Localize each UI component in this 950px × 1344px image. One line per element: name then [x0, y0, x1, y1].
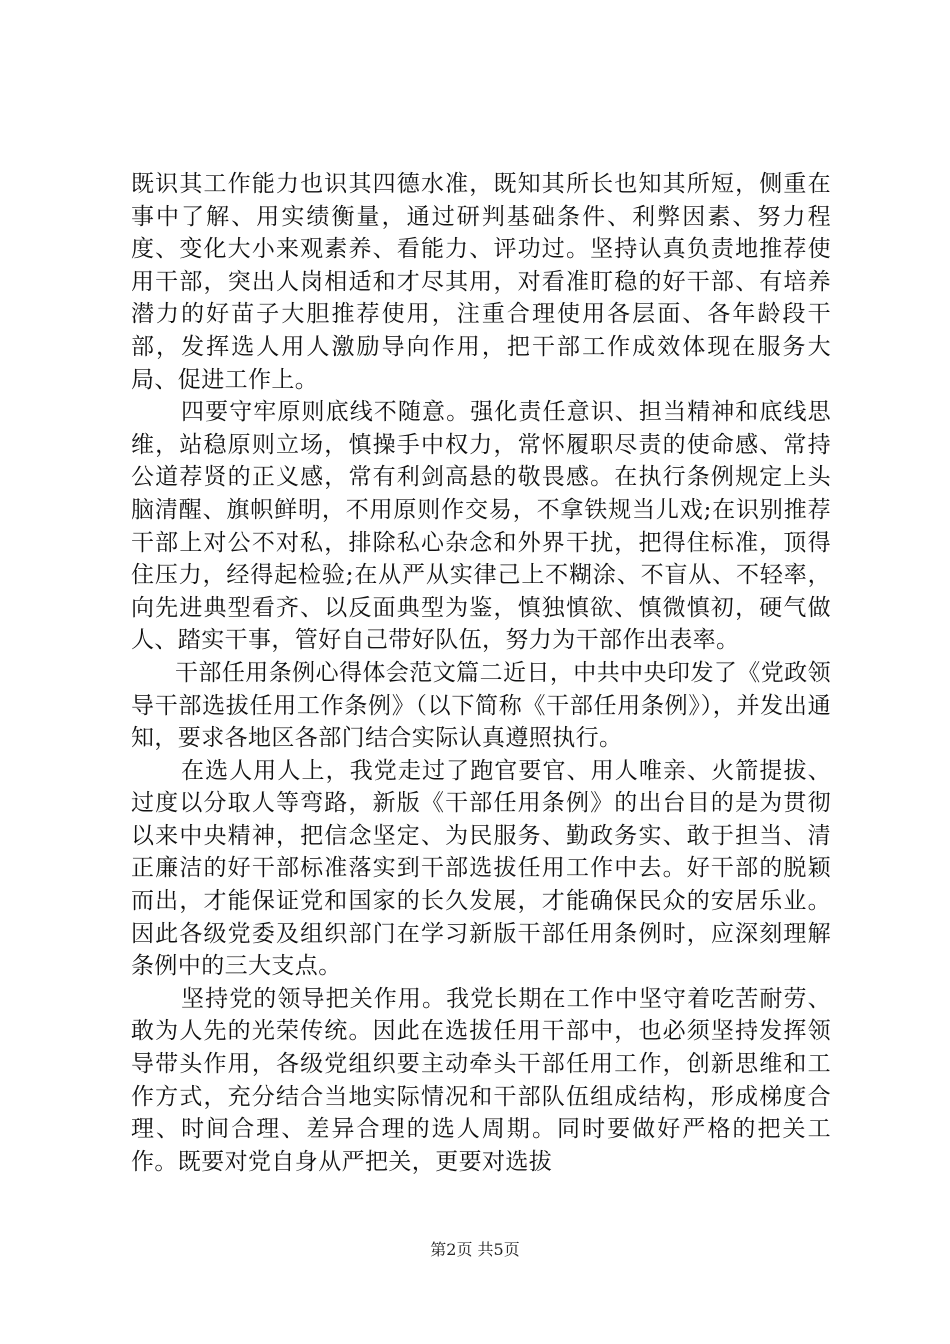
paragraph-article-two-intro: 干部任用条例心得体会范文篇二近日，中共中央印发了《党政领导干部选拔任用工作条例》（以下简称《干部任用条例》），并发出通知，要求各地区各部门结合实际认真遵照执行。 — [131, 659, 831, 752]
paragraph-party-leadership: 坚持党的领导把关作用。我党长期在工作中坚守着吃苦耐劳、敢为人先的光荣传统。因此在选拔任用干部中，也必须坚持发挥领导带头作用，各级党组织要主动牵头干部任用工作，创新思维和工作方式，充分结合当地实际情况和干部队伍组成结构，形成梯度合理、时间合理、差异合理的选人周期。同时要做好严格的把关工作。既要对党自身从严把关，更要对选拔 — [131, 985, 831, 1175]
paragraph-selection-history: 在选人用人上，我党走过了跑官要官、用人唯亲、火箭提拔、过度以分取人等弯路，新版《干部任用条例》的出台目的是为贯彻以来中央精神，把信念坚定、为民服务、勤政务实、敢于担当、清正廉洁的好干部标准落实到干部选拔任用工作中去。好干部的脱颖而出，才能保证党和国家的长久发展，才能确保民众的安居乐业。因此各级党委及组织部门在学习新版干部任用条例时，应深刻理解条例中的三大支点。 — [131, 757, 831, 980]
paragraph-principle-bottom-line: 四要守牢原则底线不随意。强化责任意识、担当精神和底线思维，站稳原则立场，慎操手中权力，常怀履职尽责的使命感、常持公道荐贤的正义感，常有利剑高悬的敬畏感。在执行条例规定上头脑清醒、旗帜鲜明，不用原则作交易，不拿铁规当儿戏;在识别推荐干部上对公不对私，排除私心杂念和外界干扰，把得住标准，顶得住压力，经得起检验;在从严从实律己上不糊涂、不盲从、不轻率，向先进典型看齐、以反面典型为鉴，慎独慎欲、慎微慎初，硬气做人、踏实干事，管好自己带好队伍，努力为干部作出表率。 — [131, 399, 831, 654]
document-body — [131, 168, 831, 1178]
page-number-footer: 第2页 共5页 — [430, 1240, 520, 1259]
paragraph-continuation: 既识其工作能力也识其四德水准，既知其所长也知其所短，侧重在事中了解、用实绩衡量，通过研判基础条件、利弊因素、努力程度、变化大小来观素养、看能力、评功过。坚持认真负责地推荐使用干部，突出人岗相适和才尽其用，对看准盯稳的好干部、有培养潜力的好苗子大胆推荐使用，注重合理使用各层面、各年龄段干部，发挥选人用人激励导向作用，把干部工作成效体现在服务大局、促进工作上。 — [131, 171, 831, 393]
